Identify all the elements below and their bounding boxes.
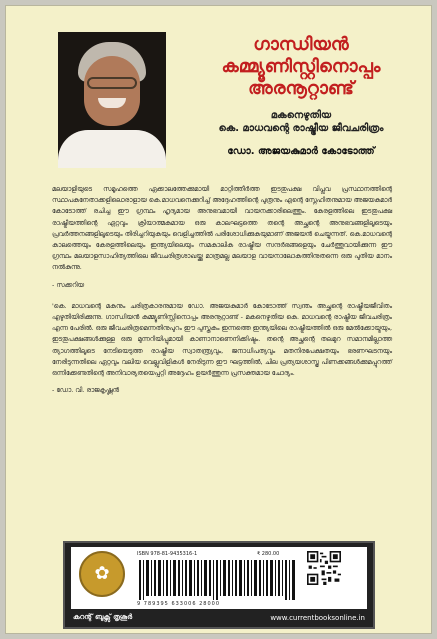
author-name: ഡോ. അജയകുമാർ കോടോത്ത് [227,146,375,157]
blurb-paragraph-2: 'കെ. മാധവന്റെ മകനും ചരിത്രകാരനുമായ ഡോ. അജയകുമാർ കോടോത്ത് സ്വന്തം അച്ഛന്റെ രാഷ്ട്രീയജീവിതം എഴുതിയിരിക്കുന്നു. ഗാന്ധിയൻ കമ്മ്യൂണിസ്റ്റിനൊപ്പം അരനൂറ്റാണ്ട് - മകനെഴുതിയ കെ. മാധവന്റെ രാഷ്ട്രീയ ജീവചരിത്രം എന്ന പേരിൽ. ഒരു ജീവചരിത്രമെന്നതിനുപുറം ഈ പുസ്തകം ഇന്നത്തെ ഇന്ത്യയിലെ രാഷ്ട്രീയത്തിൽ ഒരു മേൽക്കോയ്മയും, ഇടതുപക്ഷങ്ങൾക്കുള്ള ഒരു മുന്നറിയിപ്പുമായി കാണാനാണെനിക്കിഷ്ടം. തന്റെ അച്ഛന്റെ തലമുറ സമാനമില്ലാത്ത ത്യാഗത്തിലൂടെ നേടിയെടുത്ത രാഷ്ട്രീയ സ്വാതന്ത്ര്യവും, ജനാധിപത്യവും മതനിരപേക്ഷതയും ഭരണഘടനയും നേരിടുന്നതിലെ ഏറ്റവും വലിയ വെല്ലുവിളികൾ നേരിടുന്ന ഈ ഘട്ടത്തിൽ, ചില പ്രത്യയശാസ്ത്ര പിണക്കങ്ങൾക്കുമപ്പുറത്ത് ഒന്നിക്കേണ്ടതിന്റെ അനിവാര്യതയെപ്പറ്റി അദ്ദേഹം ഉയർത്തുന്ന പ്രസക്തമായ ചോദ്യം. [52,301,392,378]
price-text: ₹ 280.00 [257,551,280,557]
book-back-cover [6,6,431,633]
blurb-paragraph-1: മലയാളിയുടെ സമൂഹത്തെ ഏക്കാലത്തേക്കുമായി മാറ്റിത്തീർത്ത ഇടതുപക്ഷ വിപ്ലവ പ്രസ്ഥാനത്തിന്റെ സ്ഥാപകനേതാക്കളിലൊരാളായ കെ.മാധവനെക്കുറിച്ച് അദ്ദേഹത്തിന്റെ പുത്രനും എന്റെ സ്നേഹിതനുമായ അജയകുമാർ കോടോത്ത് രചിച്ച ഈ ഗ്രന്ഥം ഹൃദ്യമായ അനുഭവമായി വായനക്കാരിലെത്തും. കേരളത്തിലെ ഇടതുപക്ഷ രാഷ്ട്രീയത്തിന്റെ ഏറ്റവും ക്രിയാത്മകമായ ഒരു കാലഘട്ടത്തെ തന്റെ അച്ഛന്റെ അനുഭവങ്ങളിലൂടെയും പ്രവർത്തനങ്ങളിലൂടെയും തിരിച്ചറിയുകയും വെളിച്ചത്തിൽ പരിശോധിക്കുകയുമാണ് അജയൻ ചെയ്യുന്നത്. കെ.മാധവന്റെ കാലത്തെയും കേരളത്തിലെയും ഇന്ത്യയിലെയും സമകാലിക രാഷ്ട്രീയ സന്ദർഭങ്ങളെയും ചേർത്തുവായിക്കുന്ന ഈ ഗ്രന്ഥം മലയാളസാഹിത്യത്തിലെ ജീവചരിത്രശാഖയ്ക്കു മാത്രമല്ല മലയാള വായനാലോകത്തിനുതന്നെ ഒരു പുതിയ മാനം നൽകുന്നു. [52,185,392,272]
blurb-credit-1: - സക്കറിയ [52,280,85,289]
book-title-line-2: കമ്മ്യൂണിസ്റ്റിനൊപ്പം [221,56,381,77]
publisher-name: കറന്റ് ബുക്സ് തൃശൂർ [73,613,133,621]
subtitle-line-1: മകനെഴുതിയ [270,110,332,121]
barcode-icon [137,560,297,600]
qr-code-icon [307,551,341,585]
blurb-text [52,184,392,406]
title-block [176,34,426,157]
subtitle-line-2: കെ. മാധവന്റെ രാഷ്ട്രീയ ജീവചരിത്രം [218,123,384,134]
book-title-line-1: ഗാന്ധിയൻ [253,34,349,55]
publisher-seal-icon: ✿ [79,551,125,597]
author-photo [58,32,166,168]
barcode-digits: 9 789395 633006 28000 [137,601,221,607]
isbn-text: ISBN 978-81-9435316-1 [137,551,198,557]
barcode-panel [63,541,375,629]
book-title-line-3: അരനൂറ്റാണ്ട് [248,78,354,99]
blurb-credit-2: - ഡോ. വി. രാജകൃഷ്ണൻ [52,386,119,395]
publisher-website: www.currentbooksonline.in [270,614,365,622]
